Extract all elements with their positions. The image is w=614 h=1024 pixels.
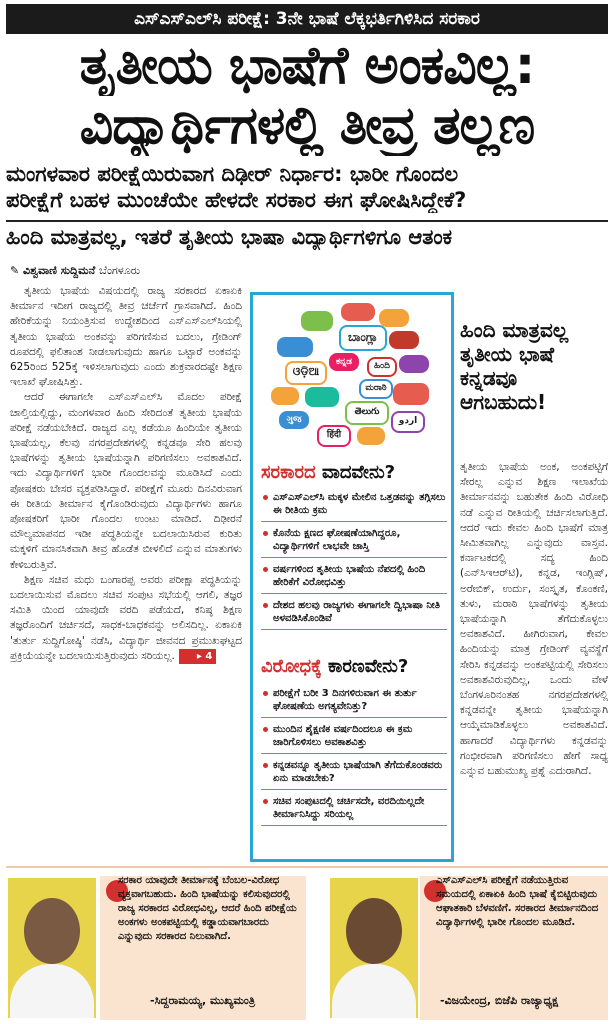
speech-bubble: ಬಾಂಗ್ಲಾ <box>339 325 387 351</box>
subheadline-1: ಮಂಗಳವಾರ ಪರೀಕ್ಷೆಯಿರುವಾಗ ದಿಢೀರ್ ನಿರ್ಧಾರ: ಭಾರೀ ಗೊಂದಲ <box>6 162 459 186</box>
photo-siddaramaiah <box>8 878 96 1018</box>
list-item: ಸಚಿವ ಸಂಪುಟದಲ್ಲಿ ಚರ್ಚಿಸದೇ, ವರದಿಯಿಲ್ಲದೇ ತೀರ್ಮಾನಿಸಿದ್ದು ಸರಿಯಲ್ಲ <box>261 795 447 826</box>
article-paragraph: ಆದರೆ ಈಗಾಗಲೇ ಎಸ್‌ಎಸ್‌ಎಲ್‌ಸಿ ಮೊದಲ ಪರೀಕ್ಷೆ ಚಾಲ್ತಿಯಲ್ಲಿದ್ದು, ಮಂಗಳವಾರ ಹಿಂದಿ ಸೇರಿದಂತೆ ತೃತೀಯ ಭಾಷೆಯ ಪರೀಕ್ಷೆ ನಡೆಯಬೇಕಿದೆ. ರಾಜ್ಯದ ಎಲ್ಲ ಕಡೆಯೂ ಹಿಂದಿಯೇ ತೃತೀಯ ಭಾಷೆಯಲ್ಲ, ಕೆಲವು ನಗರಪ್ರದೇಶಗಳಲ್ಲಿ ಕನ್ನಡವೂ ಸೇರಿ ಹಲವು ಭಾಷೆಗಳನ್ನು ತೃತೀಯ ಭಾಷೆಯನ್ನಾಗಿ ಪರಿಗಣಿಸಲು ಅವಕಾಶವಿದೆ. ಇದು ವಿದ್ಯಾರ್ಥಿಗಳಿಗೆ ಭಾರೀ ಗೊಂದಲವನ್ನು ಮೂಡಿಸಿದೆ ಎಂದು ಪೋಷಕರು ಬೇಸರ ವ್ಯಕ್ತಪಡಿಸಿದ್ದಾರೆ. ಪರೀಕ್ಷೆಗೆ ಮೂರು ದಿನವಿರುವಾಗ ಈ ರೀತಿಯ ತೀರ್ಮಾನ ಕೈಗೊಂಡಿರುವುದು ವಿದ್ಯಾರ್ಥಿಗಳು ಹಾಗೂ ಪೋಷಕರಿಗೆ ಭಾರೀ ಗೊಂದಲ ಉಂಟು ಮಾಡಿದೆ. ದಿಢೀರನೆ ಮೌಲ್ಯಮಾಪನದ ಇಡೀ ಪದ್ಧತಿಯನ್ನೇ ಬದಲಾಯಿಸಿರುವ ಕುರಿತು ಮಕ್ಕಳಿಗೆ ಮಾನಸಿಕವಾಗಿ ತೀವ್ರ ಹೊಡೆತ ಬೀಳಲಿದೆ ಎನ್ನುವ ಮಾತುಗಳು ಕೇಳಿಬರುತ್ತಿವೆ. <box>10 391 242 571</box>
portrait-body <box>10 964 94 1018</box>
quote-attribution-right: -ವಿಜಯೇಂದ್ರ, ಬಿಜೆಪಿ ರಾಜ್ಯಾಧ್ಯಕ್ಷ <box>440 994 559 1007</box>
speech-bubble: ಹಿಂದಿ <box>367 357 397 377</box>
arrow-right-icon: ▸ <box>196 650 206 662</box>
quote-divider <box>6 866 608 868</box>
section-heading-opposition: ವಿರೋಧಕ್ಕೆ ಕಾರಣವೇನು? <box>261 656 409 677</box>
speech-bubble: ಕನ್ನಡ <box>329 353 359 371</box>
speech-bubble: తెలుగు <box>345 401 389 425</box>
language-bubbles-illustration <box>271 303 435 449</box>
section-heading-government: ಸರಕಾರದ ವಾದವೇನು? <box>261 462 396 483</box>
speech-bubble: ଓଡ଼ିଆ <box>285 361 327 385</box>
list-item: ಕೊನೆಯ ಕ್ಷಣದ ಘೋಷಣೆಯಾಗಿದ್ದರೂ, ವಿದ್ಯಾರ್ಥಿಗಳಿಗೆ ಲಾಭವೇ ಜಾಸ್ತಿ <box>261 527 447 558</box>
subheadline-2: ಪರೀಕ್ಷೆಗೆ ಬಹಳ ಮುಂಚೆಯೇ ಹೇಳದೇ ಸರಕಾರ ಈಗ ಘೋಷಿಸಿದ್ದೇಕೆ? <box>6 188 467 212</box>
speech-bubble: ગુજ <box>279 411 309 429</box>
opposition-points-list <box>261 687 447 831</box>
quote-attribution-left: -ಸಿದ್ದರಾಮಯ್ಯ, ಮುಖ್ಯಮಂತ್ರಿ <box>150 994 256 1007</box>
speech-bubble <box>305 387 339 407</box>
speech-bubble <box>399 355 429 373</box>
speech-bubble <box>301 311 333 331</box>
photo-vijayendra <box>330 878 418 1018</box>
article-paragraph <box>10 573 242 664</box>
list-item: ಪರೀಕ್ಷೆಗೆ ಬರೀ 3 ದಿನಗಳಿರುವಾಗ ಈ ತುರ್ತು ಘೋಷಣೆಯ ಅಗತ್ಯವೇನಿತ್ತು? <box>261 687 447 718</box>
portrait-body <box>332 964 416 1018</box>
list-item: ಕನ್ನಡವನ್ನೂ ತೃತೀಯ ಭಾಷೆಯಾಗಿ ತೆಗೆದುಕೊಂಡವರು ಏನು ಮಾಡಬೇಕು? <box>261 759 447 790</box>
info-box <box>250 292 454 862</box>
article-paragraph-text: ಶಿಕ್ಷಣ ಸಚಿವ ಮಧು ಬಂಗಾರಪ್ಪ ಅವರು ಪರೀಕ್ಷಾ ಪದ್ಧತಿಯನ್ನು ಬದಲಾಯಿಸುವ ಮೊದಲು ಸಚಿವ ಸಂಪುಟ ಸಭೆಯಲ್ಲಿ ಆಗಲಿ, ತಜ್ಞರ ಸಮಿತಿ ಯಿಂದ ಯಾವುದೇ ವರದಿ ಪಡೆಯದೆ, ಕನಿಷ್ಠ ಶಿಕ್ಷಣ ತಜ್ಞರೊಂದಿಗೆ ಚರ್ಚಿಸದೆ, ಸಾಧಕ-ಬಾಧಕವನ್ನು ಅಲಿಸದಿಲ್ಲ. ಏಕಾಏಕಿ 'ತುರ್ತು ಸುದ್ದಿಗೋಷ್ಠಿ' ನಡೆಸಿ, ವಿದ್ಯಾರ್ಥಿ ಜೀವನದ ಪ್ರಮುಖಘಟ್ಟದ ಪ್ರಕ್ರಿಯೆಯನ್ನೇ ಬದಲಾಯಿಸುತ್ತಿರುವುದು ಸರಿಯಲ್ಲ. <box>10 573 242 662</box>
portrait-silhouette <box>346 898 402 964</box>
byline-place: ಬೆಂಗಳೂರು <box>99 264 141 277</box>
speech-bubble <box>277 337 313 357</box>
byline <box>10 264 240 278</box>
pen-icon: ✎ <box>10 264 24 277</box>
sidebar-heading: ಹಿಂದಿ ಮಾತ್ರವಲ್ಲ ತೃತೀಯ ಭಾಷೆ ಕನ್ನಡವೂ ಆಗಬಹುದು! <box>460 318 569 414</box>
continued-page-marker[interactable]: ▸ 4 <box>179 649 216 664</box>
main-article-column <box>10 284 242 664</box>
quote-text-left: ಸರಕಾರ ಯಾವುದೇ ತೀರ್ಮಾನಕ್ಕೆ ಬೆಂಬಲ-ವಿರೋಧ ವ್ಯಕ್ತವಾಗಬಹುದು. ಹಿಂದಿ ಭಾಷೆಯನ್ನು ಕಲಿಸುವುದರಲ್ಲಿ ರಾಜ್ಯ ಸರಕಾರದ ವಿರೋಧವಿಲ್ಲ, ಆದರೆ ಹಿಂದಿ ಪರೀಕ್ಷೆಯ ಅಂಕಗಳು ಅಂಕಪಟ್ಟಿಯಲ್ಲಿ ಕಡ್ಡಾಯವಾಗಬಾರದು ಎನ್ನುವುದು ಸರಕಾರದ ನಿಲುವಾಗಿದೆ. <box>118 875 297 942</box>
kicker-strap: ಎಸ್‌ಎಸ್‌ಎಲ್‌ಸಿ ಪರೀಕ್ಷೆ: 3ನೇ ಭಾಷೆ ಲೆಕ್ಕಭರ್ತಿಗಿಳಿಸಿದ ಸರಕಾರ <box>6 4 608 34</box>
speech-bubble <box>341 303 375 321</box>
speech-bubble <box>393 383 429 405</box>
portrait-silhouette <box>24 898 80 964</box>
quote-text-right: ಎಸ್‌ಎಸ್‌ಎಲ್‌ಸಿ ಪರೀಕ್ಷೆಗೆ ನಡೆಯುತ್ತಿರುವ ಸಮಯದಲ್ಲಿ ಏಕಾಏಕಿ ಹಿಂದಿ ಭಾಷೆ ಕೈಬಿಟ್ಟಿರುವುದು ಆಘಾತಕಾರಿ ಬೆಳವಣಿಗೆ. ಸರಕಾರದ ತೀರ್ಮಾನದಿಂದ ವಿದ್ಯಾರ್ಥಿಗಳಲ್ಲಿ ಭಾರೀ ಗೊಂದಲ ಮೂಡಿದೆ. <box>436 875 599 928</box>
speech-bubble <box>271 387 299 405</box>
speech-bubble <box>389 331 419 349</box>
list-item: ಮುಂದಿನ ಶೈಕ್ಷಣಿಕ ವರ್ಷದಿಂದಲೂ ಈ ಕ್ರಮ ಜಾರಿಗೊಳಿಸಲು ಅವಕಾಶವಿತ್ತು <box>261 723 447 754</box>
byline-source: ವಿಶ್ವವಾಣಿ ಸುದ್ದಿಮನೆ <box>23 264 96 277</box>
speech-bubble <box>357 427 385 445</box>
speech-bubble: हिंदी <box>317 425 351 447</box>
list-item: ದೇಶದ ಹಲವು ರಾಜ್ಯಗಳು ಈಗಾಗಲೇ ದ್ವಿಭಾಷಾ ನೀತಿ ಅಳವಡಿಸಿಕೊಂಡಿವೆ <box>261 599 447 630</box>
government-points-list <box>261 491 447 635</box>
speech-bubble: ಮರಾಠಿ <box>359 379 393 399</box>
article-paragraph: ತೃತೀಯ ಭಾಷೆಯ ವಿಷಯದಲ್ಲಿ ರಾಜ್ಯ ಸರಕಾರದ ಏಕಾಏಕಿ ತೀರ್ಮಾನ ಇದೀಗ ರಾಜ್ಯದಲ್ಲಿ ತೀವ್ರ ಚರ್ಚೆಗೆ ಗ್ರಾಸವಾಗಿದೆ. ಹಿಂದಿ ಹೇರಿಕೆಯನ್ನು ನಿಯಂತ್ರಿಸುವ ಉದ್ದೇಶದಿಂದ ಎಸ್‌ಎಸ್‌ಎಲ್‌ಸಿಯಲ್ಲಿ ತೃತೀಯ ಭಾಷೆಯ ಅಂಕವನ್ನು ಪರಿಗಣಿಸುವ ಬದಲು, ಗ್ರೇಡಿಂಗ್ ರೂಪದಲ್ಲಿ ಫಲಿತಾಂಶ ನೀಡಲಾಗುವುದು ಹಾಗೂ ಒಟ್ಟಾರೆ ಅಂಕವನ್ನು 625ರಿಂದ 525ಕ್ಕೆ ಇಳಿಸಲಾಗುವುದು ಎಂದು ಶುಕ್ರವಾರದಷ್ಟೇ ಶಿಕ್ಷಣ ಇಲಾಖೆ ಘೋಷಿಸಿತ್ತು. <box>10 285 242 389</box>
speech-bubble <box>379 309 409 327</box>
list-item: ವರ್ಷಗಳಿಂದ ತೃತೀಯ ಭಾಷೆಯ ನೆಪದಲ್ಲಿ ಹಿಂದಿ ಹೇರಿಕೆಗೆ ವಿರೋಧವಿತ್ತು <box>261 563 447 594</box>
sidebar-article: ತೃತೀಯ ಭಾಷೆಯ ಅಂಕ, ಅಂಕಪಟ್ಟಿಗೆ ಸೇರಲ್ಲ ಎನ್ನುವ ಶಿಕ್ಷಣ ಇಲಾಖೆಯ ತೀರ್ಮಾನವನ್ನು ಬಹುತೇಕ ಹಿಂದಿ ವಿರೋಧಿ ನಡೆ ಎನ್ನುವ ರೀತಿಯಲ್ಲಿ ಚರ್ಚಿಸಲಾಗುತ್ತಿದೆ. ಆದರೆ ಇದು ಕೇವಲ ಹಿಂದಿ ಭಾಷೆಗೆ ಮಾತ್ರ ಸೀಮಿತವಾಗಿಲ್ಲ ಎನ್ನುವುದು ವಾಸ್ತವ. ಕರ್ನಾಟಕದಲ್ಲಿ ಸದ್ಯ ಹಿಂದಿ (ಎನ್‌ಸಿಇಆರ್‌ಟಿ), ಕನ್ನಡ, ಇಂಗ್ಲಿಷ್, ಅರೇಬಿಕ್, ಉರ್ದು, ಸಂಸ್ಕೃತ, ಕೊಂಕಣಿ, ತುಳು, ಮರಾಠಿ ಭಾಷೆಗಳನ್ನು ತೃತೀಯ ಭಾಷೆಯನ್ನಾಗಿ ತೆಗೆದುಕೊಳ್ಳಲು ಅವಕಾಶವಿದೆ. ಹೀಗಿರುವಾಗ, ಕೇವಲ ಹಿಂದಿಯನ್ನು ಮಾತ್ರ ಗ್ರೇಡಿಂಗ್ ವ್ಯವಸ್ಥೆಗೆ ಸೇರಿಸಿ ಕನ್ನಡವನ್ನು ಅಂಕಪಟ್ಟಿಯಲ್ಲಿ ಸೇರಿಸಲು ಅವಕಾಶವಿರುವುದಿಲ್ಲ, ಒಂದು ವೇಳೆ ಬೆಂಗಳೂರಿನಂತಹ ನಗರಪ್ರದೇಶಗಳಲ್ಲಿ ಕನ್ನಡವನ್ನೇ ತೃತೀಯ ಭಾಷೆಯನ್ನಾಗಿ ಆಯ್ಕೆಮಾಡಿಕೊಳ್ಳಲು ಅವಕಾಶವಿದೆ. ಹಾಗಾದರೆ ವಿದ್ಯಾರ್ಥಿಗಳು ಕನ್ನಡವನ್ನು ಗಂಭೀರವಾಗಿ ಪರಿಗಣಿಸಲು ಹೇಗೆ ಸಾಧ್ಯ ಎನ್ನುವ ಬಹುಮುಖ್ಯ ಪ್ರಶ್ನೆ ಎದುರಾಗಿದೆ. <box>460 461 608 778</box>
headline-line-1: ತೃತೀಯ ಭಾಷೆಗೆ ಅಂಕವಿಲ್ಲ: <box>79 36 535 96</box>
list-item: ಎಸ್‌ಎಸ್‌ಎಲ್‌ಸಿ ಮಕ್ಕಳ ಮೇಲಿನ ಒತ್ತಡವನ್ನು ತಗ್ಗಿಸಲು ಈ ರೀತಿಯ ಕ್ರಮ <box>261 491 447 522</box>
speech-bubble: اردو <box>391 411 425 433</box>
headline-line-2: ವಿದ್ಯಾರ್ಥಿಗಳಲ್ಲಿ ತೀವ್ರ ತಲ್ಲಣ <box>79 96 535 156</box>
subheadline-3: ಹಿಂದಿ ಮಾತ್ರವಲ್ಲ, ಇತರೆ ತೃತೀಯ ಭಾಷಾ ವಿದ್ಯಾರ್ಥಿಗಳಿಗೂ ಆತಂಕ <box>6 220 608 250</box>
